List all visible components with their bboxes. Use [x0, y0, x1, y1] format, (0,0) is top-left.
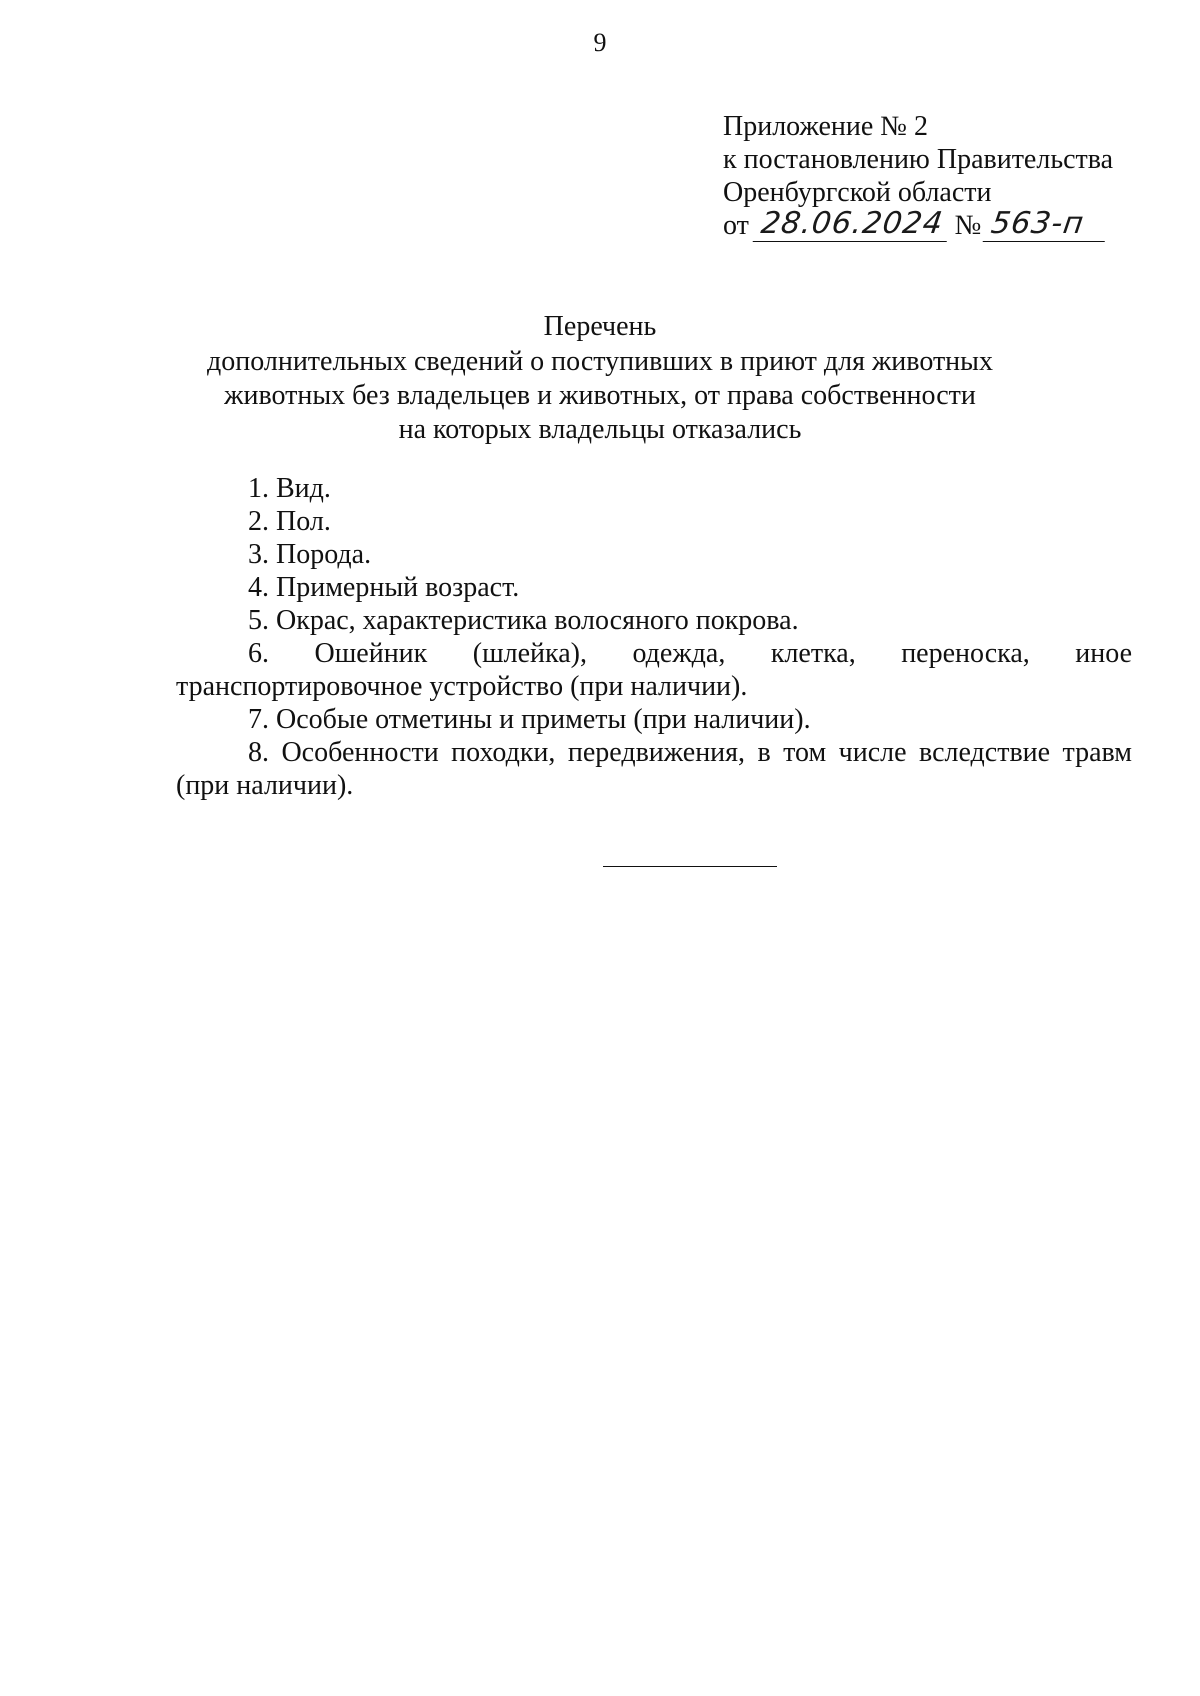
appendix-date-number-line	[723, 206, 1113, 242]
appendix-header	[723, 110, 1113, 242]
list-item: 4. Примерный возраст.	[248, 572, 520, 603]
list-item: 8. Особенности походки, передвижения, в том числе вследствие травм (при наличии).	[176, 737, 1132, 801]
title-line-1: дополнительных сведений о поступивших в приют для животных	[207, 346, 993, 377]
end-divider	[603, 866, 777, 867]
appendix-region: Оренбургской области	[723, 177, 992, 208]
handwritten-number: 563-п	[983, 209, 1110, 242]
list-item: 7. Особые отметины и приметы (при наличии).	[248, 704, 811, 735]
list-item: 1. Вид.	[248, 473, 331, 504]
title-line-3: на которых владельцы отказались	[398, 414, 802, 445]
document-title	[0, 310, 1200, 447]
list-item: 3. Порода.	[248, 539, 372, 570]
list-item: 2. Пол.	[248, 506, 331, 537]
title-line-2: животных без владельцев и животных, от права собственности	[224, 380, 976, 411]
list-item: 6. Ошейник (шлейка), одежда, клетка, переноска, иное транспортировочное устройство (при наличии).	[176, 638, 1132, 702]
title-heading: Перечень	[543, 311, 657, 342]
items-list	[176, 472, 1132, 802]
handwritten-date: 28.06.2024	[753, 209, 951, 242]
number-label: №	[954, 210, 982, 241]
list-item: 5. Окрас, характеристика волосяного покрова.	[248, 605, 799, 636]
page-number: 9	[593, 28, 607, 57]
date-label: от	[723, 210, 749, 241]
appendix-title: Приложение № 2	[723, 111, 928, 142]
appendix-reference: к постановлению Правительства	[723, 144, 1114, 175]
